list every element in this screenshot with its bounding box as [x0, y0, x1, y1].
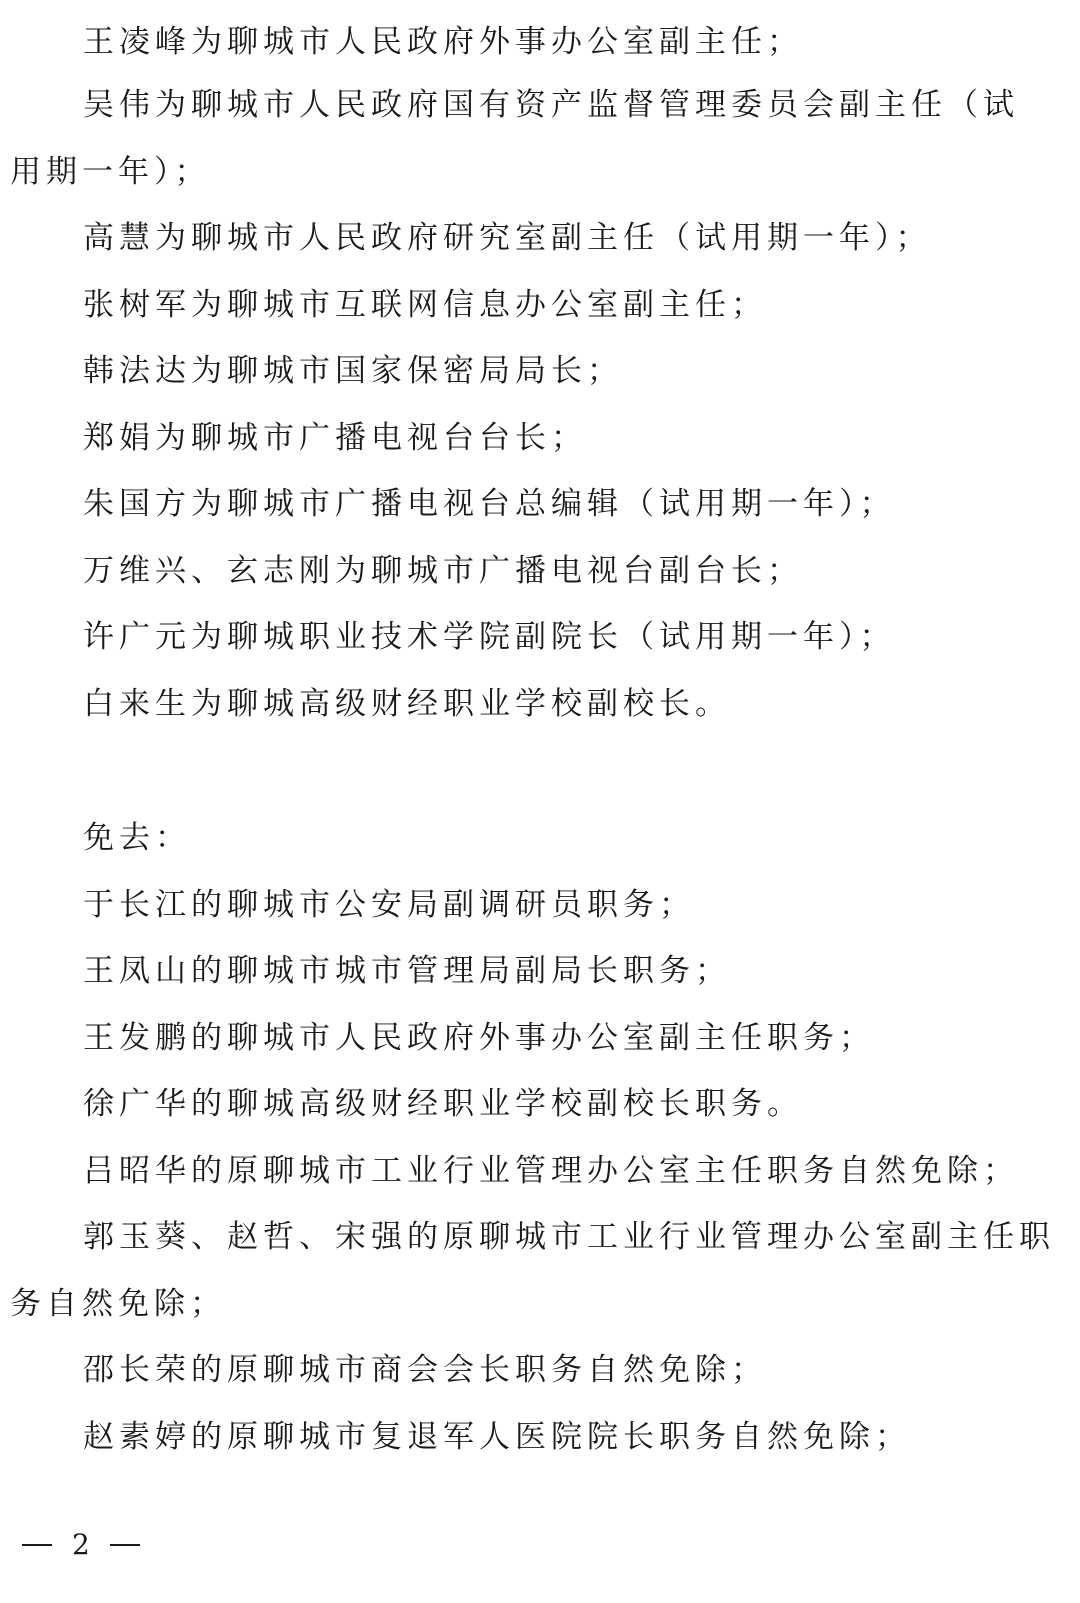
appointment-line-3: 高慧为聊城市人民政府研究室副主任（试用期一年）；: [83, 220, 932, 256]
removal-line-5: 吕昭华的原聊城市工业行业管理办公室主任职务自然免除；: [83, 1153, 1019, 1189]
removal-line-2: 王凤山的聊城市城市管理局副局长职务；: [83, 953, 731, 989]
appointment-line-6: 郑娟为聊城市广播电视台台长；: [83, 420, 587, 456]
appointment-line-10: 白来生为聊城高级财经职业学校副校长。: [83, 686, 731, 722]
appointment-line-1: 王凌峰为聊城市人民政府外事办公室副主任；: [83, 24, 803, 60]
appointment-line-2-continued: 用期一年）；: [10, 154, 211, 190]
page-number: 2: [72, 1528, 90, 1561]
removal-line-6-continued: 务自然免除；: [10, 1286, 226, 1322]
appointment-line-4: 张树军为聊城市互联网信息办公室副主任；: [83, 287, 767, 323]
footer-dash-left: [22, 1544, 52, 1546]
removal-line-8: 赵素婷的原聊城市复退军人医院院长职务自然免除；: [83, 1419, 911, 1455]
appointment-line-7: 朱国方为聊城市广播电视台总编辑（试用期一年）；: [83, 486, 896, 522]
appointment-line-9: 许广元为聊城职业技术学院副院长（试用期一年）；: [83, 619, 896, 655]
removal-line-6: 郭玉葵、赵哲、宋强的原聊城市工业行业管理办公室副主任职: [83, 1219, 1055, 1255]
appointment-line-8: 万维兴、玄志刚为聊城市广播电视台副台长；: [83, 553, 803, 589]
page-footer: [22, 1520, 140, 1570]
appointment-line-5: 韩法达为聊城市国家保密局局长；: [83, 353, 623, 389]
footer-dash-right: [110, 1544, 140, 1546]
removal-line-4: 徐广华的聊城高级财经职业学校副校长职务。: [83, 1086, 803, 1122]
appointment-line-2: 吴伟为聊城市人民政府国有资产监督管理委员会副主任（试: [83, 87, 1019, 123]
removal-line-1: 于长江的聊城市公安局副调研员职务；: [83, 887, 695, 923]
removal-line-7: 邵长荣的原聊城市商会会长职务自然免除；: [83, 1352, 767, 1388]
removal-line-3: 王发鹏的聊城市人民政府外事办公室副主任职务；: [83, 1020, 875, 1056]
removals-heading: 免去：: [83, 820, 191, 856]
